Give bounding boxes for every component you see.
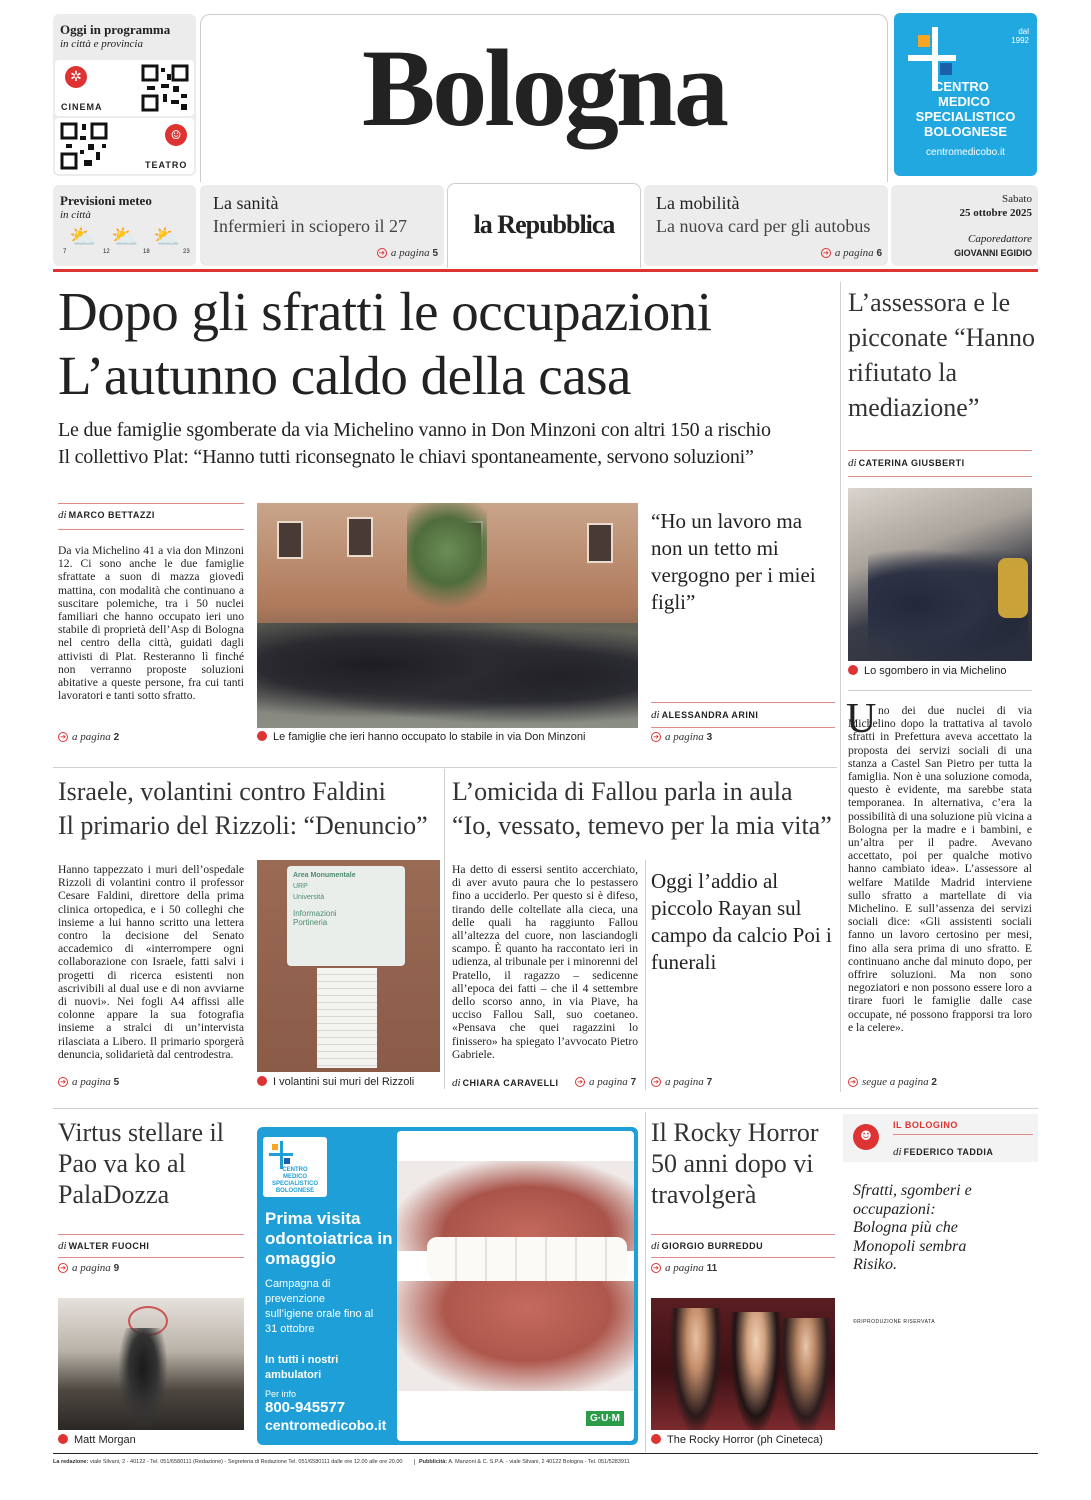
- footer: [53, 1459, 1038, 1465]
- caption-text: Le famiglie che ieri hanno occupato lo stabile in via Don Minzoni: [273, 731, 586, 743]
- ad-logo-line: BOLOGNESE: [275, 1188, 315, 1194]
- ad-line-3: SPECIALISTICO: [915, 109, 1016, 124]
- page-label: a pagina: [390, 247, 430, 259]
- header-red-rule: [53, 269, 1038, 272]
- sign-line: Informazioni: [293, 909, 337, 918]
- ad-line-4: BOLOGNESE: [923, 124, 1008, 139]
- rule: [848, 450, 1032, 451]
- quote-page-ref[interactable]: [651, 731, 712, 743]
- by-prefix: di: [58, 1240, 67, 1252]
- ad-since-label: dal: [1018, 27, 1029, 36]
- israele-headline: [58, 775, 443, 843]
- lead-headline: [58, 280, 838, 408]
- page-label: a pagina: [72, 1262, 111, 1274]
- medical-cross-logo: [269, 1141, 293, 1169]
- page-number: 7: [630, 1077, 637, 1088]
- arrow-icon: ➔: [58, 1263, 68, 1273]
- israele-body: Hanno tappezzato i muri dell’ospedale Rizzoli di volantini contro il professor Cesare Faldini, direttore della prima clinica ortopedica, e i 50 colleghi che insieme a lui hanno scritto una lettera contro la decisione del Senato accademico di «interrompere ogni collaborazione con Israele, fatti salvi i progetti di ricerca esistenti non ascrivibili al dual use e di non avviarne di nuovi». Nei fogli A4 affissi alle colonne appare la sua fotografia insieme a stralci di un’intervista rilasciata a Libero. Il primario sporgerà denuncia, solidarietà dal centrodestra.: [58, 863, 244, 1061]
- ad-since: [1011, 27, 1029, 45]
- col-divider: [645, 1112, 646, 1452]
- program-title: Oggi in programma: [60, 22, 171, 37]
- ad-text-2: In tutti i nostri ambulatori: [265, 1354, 339, 1381]
- ad-url[interactable]: centromedicobo.it: [926, 147, 1005, 158]
- bologino-box: [843, 1114, 1038, 1162]
- caption-text: Matt Morgan: [74, 1434, 136, 1446]
- sign-line: Portineria: [293, 918, 328, 927]
- assessora-caption: [848, 665, 1006, 677]
- rocky-page-ref[interactable]: [651, 1262, 717, 1274]
- rule: [58, 503, 244, 504]
- performer: [671, 1308, 721, 1430]
- sanita-title: Infermieri in sciopero il 27: [213, 216, 407, 236]
- rule: [848, 476, 1032, 477]
- rocky-caption: [651, 1434, 823, 1446]
- player: [118, 1328, 168, 1430]
- by-prefix: di: [848, 457, 857, 469]
- qr-code-icon: [60, 122, 108, 170]
- orange-vest: [998, 558, 1028, 618]
- mobilita-page-ref[interactable]: [821, 247, 882, 259]
- assessora-title: L’assessora e le picconate “Hanno rifiutato la mediazione”: [848, 288, 1035, 422]
- ad-logo-line: MEDICO: [283, 1174, 307, 1180]
- bologino-badge-icon: ☻: [853, 1124, 879, 1150]
- caption-text: I volantini sui muri del Rizzoli: [273, 1076, 415, 1088]
- flyers: [317, 968, 377, 1068]
- hour-label: 7: [63, 249, 67, 255]
- ad-phone[interactable]: 800-945577: [265, 1399, 346, 1416]
- program-subtitle: in città e provincia: [60, 38, 143, 50]
- author: WALTER FUOCHI: [68, 1241, 150, 1251]
- israele-page-ref[interactable]: [58, 1076, 119, 1088]
- rule: [651, 702, 835, 703]
- page-label: a pagina: [665, 1262, 704, 1274]
- page-number: 3: [706, 732, 713, 743]
- page-number: 2: [931, 1077, 937, 1088]
- israele-caption: [257, 1076, 414, 1088]
- page-label: a pagina: [72, 731, 111, 743]
- lead-title-2: L’autunno caldo della casa: [58, 345, 631, 406]
- fallou-title-1: L’omicida di Fallou parla in aula: [452, 777, 793, 806]
- footer-right: A. Manzoni & C. S.P.A. - viale Silvani, 2 40122 Bologna - Tel. 051/5283911: [448, 1459, 630, 1465]
- editor-role: Caporedattore: [968, 233, 1032, 245]
- by-prefix: di: [651, 709, 660, 721]
- fallou-page-ref[interactable]: [575, 1076, 636, 1088]
- israele-title-1: Israele, volantini contro Faldini: [58, 777, 386, 806]
- performer: [781, 1318, 831, 1430]
- rayan-title: Oggi l’addio al piccolo Rayan sul campo da calcio Poi i funerali: [651, 869, 832, 974]
- hour-label: 18: [143, 249, 150, 255]
- footer-left-label: La redazione:: [53, 1459, 89, 1465]
- weather-icons: [59, 225, 193, 259]
- ad-logo-card: [263, 1137, 327, 1197]
- repubblica-logo: la Repubblica: [473, 210, 615, 239]
- virtus-caption: [58, 1434, 136, 1446]
- bologino-text: Sfratti, sgomberi e occupazioni: Bologna più che Monopoli sembra Risiko.: [853, 1182, 972, 1273]
- by-prefix: di: [452, 1077, 461, 1089]
- hour-label: 12: [103, 249, 110, 255]
- author: GIORGIO BURREDDU: [661, 1241, 764, 1251]
- page-label: a pagina: [72, 1076, 111, 1088]
- camera-icon: [257, 731, 267, 741]
- ad-info: Per info: [265, 1389, 297, 1399]
- israele-photo: [257, 860, 440, 1072]
- israele-title-2: Il primario del Rizzoli: “Denuncio”: [58, 811, 428, 840]
- performer: [731, 1312, 781, 1430]
- fallou-title-2: “Io, vessato, temevo per la mia vita”: [452, 811, 832, 840]
- rocky-title: Il Rocky Horror 50 anni dopo vi travolgerà: [651, 1118, 819, 1209]
- quote-byline: [651, 709, 758, 721]
- cinema-label: CINEMA: [61, 102, 103, 112]
- top-ad[interactable]: [894, 13, 1037, 176]
- lead-body: Da via Michelino 41 a via don Minzoni 12. Ci sono anche le due famiglie sfrattate a suon di mazza giovedì mattina, con modalità che continuano a suscitare polemiche, tra i 50 nuclei familiari che hanno occupato ieri uno stabile di proprietà dell’Asp di Bologna nel centro della città, guidati dagli attivisti di Plat. Resteranno lì finché non verranno proposte soluzioni abitative a queste persone, fra cui tanti lavoratori e tanti sotto sfratto.: [58, 544, 244, 703]
- ad-line-2: MEDICO: [938, 94, 990, 109]
- arrow-icon: ➔: [377, 248, 387, 258]
- author: CHIARA CARAVELLI: [462, 1078, 559, 1088]
- sanita-kicker: La sanità: [213, 193, 279, 213]
- theater-mask-icon: ☺: [165, 124, 187, 146]
- teatro-card[interactable]: [55, 118, 194, 174]
- arrow-icon: ➔: [651, 732, 661, 742]
- lead-byline: [58, 509, 155, 521]
- date-box: [891, 185, 1038, 266]
- ad-year: 1992: [1011, 36, 1029, 45]
- rule: [651, 727, 835, 728]
- editor-name: GIOVANNI EGIDIO: [954, 248, 1032, 258]
- page-number: 11: [706, 1263, 718, 1274]
- weather-box: [53, 185, 196, 266]
- assessora-byline: [848, 457, 965, 469]
- right-col-divider: [840, 282, 841, 1092]
- rule: [893, 1134, 1033, 1135]
- weather-title: Previsioni meteo: [60, 193, 152, 208]
- ad-smile-photo: [397, 1131, 634, 1441]
- arrow-icon: ➔: [575, 1077, 585, 1087]
- rule: [58, 1257, 244, 1258]
- lead-photo: [257, 503, 638, 728]
- bologino-byline: [893, 1146, 993, 1158]
- bologino-kicker: IL BOLOGINO: [893, 1120, 958, 1130]
- col-divider: [645, 860, 646, 1090]
- window: [277, 521, 303, 559]
- camera-icon: [848, 665, 858, 675]
- page-label: a pagina: [665, 1076, 704, 1088]
- mobilita-title: La nuova card per gli autobus: [656, 216, 871, 236]
- partly-cloudy-icon: ⛅: [153, 225, 181, 250]
- page-label: a pagina: [665, 731, 704, 743]
- author: ALESSANDRA ARINI: [661, 710, 759, 720]
- virtus-page-ref[interactable]: [58, 1262, 119, 1274]
- window: [347, 517, 373, 557]
- author: MARCO BETTAZZI: [68, 510, 155, 520]
- page-number: 5: [113, 1077, 120, 1088]
- sign-line: Area Monumentale: [293, 872, 356, 879]
- sanita-teaser[interactable]: [200, 185, 444, 266]
- program-box: [53, 14, 196, 176]
- date-full: 25 ottobre 2025: [959, 207, 1032, 219]
- mobilita-teaser[interactable]: [644, 185, 888, 266]
- qr-code-icon: [141, 64, 189, 112]
- rocky-photo: [651, 1298, 835, 1430]
- section-rule: [53, 1108, 1038, 1109]
- lead-sub-2: Il collettivo Plat: “Hanno tutti riconsegnato le chiavi spontaneamente, servono soluzioni”: [58, 446, 754, 468]
- page-number: 6: [876, 248, 882, 259]
- by-prefix: di: [651, 1240, 660, 1252]
- rocky-byline: [651, 1240, 763, 1252]
- assessora-body: no dei due nuclei di via Michelino dopo la trattativa al tavolo sfratti in Prefettura aveva accettato la proposta dei servizi sociali di una stanza a Castel San Pietro per tutta la famiglia. Non è una soluzione comoda, questo è evidente, ma sarebbe stata temporanea. In alternativa, c’era la possibilità di una soluzione più vicina a Bologna per la madre e i bambini, e un’altra per il padre. Avevano accettato, poi per qualche motivo hanno cambiato idea». L’assessore al welfare Matilde Madrid interviene sullo sfratto a martellate di via Michelino. E sull’assenza dei servizi sociali dice: «Gli assistenti sociali fanno un lavoro certosino per mesi, fino alla sera prima di uno sfratto. E continuano anche dal minuto dopo, per offrire soluzioni. Ma non sono negoziatori e non possono essere loro a tirare fuori le famiglie dalle case occupate, né possono frapporsi tra loro e la celere».: [848, 704, 1032, 1034]
- ad-logo-line: CENTRO: [282, 1167, 308, 1173]
- arrow-icon: ➔: [651, 1077, 661, 1087]
- tree: [407, 503, 487, 623]
- ad-line-1: CENTRO: [934, 79, 989, 94]
- teeth: [427, 1237, 627, 1287]
- fallou-body: Ha detto di essersi sentito accerchiato, di aver avuto paura che lo pestassero fino a ucciderlo. Per questo si è difeso, tirando delle coltellate alla cieca, una delle quali ha raggiunto Fallou all’altezza del cuore, non lasciandogli scampo. È quanto ha raccontato ieri in udienza, al tribunale per i minorenni del Pratello, il ragazzo – sedicenne all’epoca dei fatti – che il 4 settembre dello scorso anno, in via Piave, ha ucciso Fallou Sall, suo coetaneo. «Pensava che quei ragazzini lo finissero» ha spiegato l’avvocato Pietro Gabriele.: [452, 863, 638, 1061]
- sanita-page-ref[interactable]: [377, 247, 438, 259]
- crowd: [257, 623, 638, 728]
- ad-logo-text: [263, 1167, 327, 1195]
- bottom-ad[interactable]: [257, 1127, 638, 1445]
- ad-logo-line: SPECIALISTICO: [271, 1181, 318, 1187]
- camera-icon: [651, 1434, 661, 1444]
- lead-caption: [257, 731, 585, 743]
- caption-text: The Rocky Horror (ph Cineteca): [667, 1434, 823, 1446]
- weather-subtitle: in città: [60, 209, 91, 221]
- author: FEDERICO TADDIA: [903, 1147, 994, 1157]
- hour-label: 23: [183, 249, 190, 255]
- date-day: Sabato: [1002, 193, 1032, 205]
- masthead-title: Bologna: [361, 27, 727, 149]
- partly-cloudy-icon: ⛅: [69, 225, 97, 250]
- virtus-title: Virtus stellare il Pao va ko al PalaDozza: [58, 1118, 224, 1209]
- by-prefix: di: [58, 509, 67, 521]
- arrow-icon: ➔: [821, 248, 831, 258]
- ad-url[interactable]: centromedicobo.it: [265, 1417, 387, 1433]
- assessora-rule: [848, 690, 1032, 691]
- fallou-byline: [452, 1077, 559, 1089]
- mobilita-kicker: La mobilità: [656, 193, 740, 213]
- lead-title-1: Dopo gli sfratti le occupazioni: [58, 281, 712, 342]
- teatro-label: TEATRO: [145, 160, 188, 170]
- page-number: 5: [432, 248, 438, 259]
- footer-rule: [53, 1453, 1038, 1454]
- arrow-icon: ➔: [58, 1077, 68, 1087]
- rule: [651, 1234, 835, 1235]
- lower-lip: [397, 1281, 634, 1391]
- page-number: 9: [113, 1263, 120, 1274]
- lead-subtitle: [58, 417, 848, 471]
- ad-logo-text: [894, 79, 1037, 139]
- sign-line: URP: [293, 883, 308, 890]
- window: [587, 523, 613, 563]
- camera-icon: [257, 1076, 267, 1086]
- page-label: a pagina: [589, 1076, 628, 1088]
- rule: [58, 529, 244, 530]
- rule: [651, 1257, 835, 1258]
- repubblica-tab: [447, 183, 641, 268]
- rayan-page-ref[interactable]: [651, 1076, 712, 1088]
- page-label: a pagina: [834, 247, 874, 259]
- sign-line: Università: [293, 894, 325, 901]
- fallou-headline: [452, 775, 842, 843]
- quote-text: “Ho un lavoro ma non un tetto mi vergogno per i miei figli”: [651, 509, 816, 614]
- page-number: 7: [706, 1077, 713, 1088]
- cinema-card[interactable]: [55, 60, 194, 116]
- arrow-icon: ➔: [848, 1077, 858, 1087]
- footer-left: viale Silvani, 2 - 40122 - Tel. 051/6580111 (Redazione) - Segreteria di Redazione Tel. 051/6580111 dalle ore 12.00 alle ore 20.00: [89, 1459, 403, 1465]
- by-prefix: di: [893, 1146, 902, 1158]
- caption-text: Lo sgombero in via Michelino: [864, 665, 1007, 677]
- assessora-dropcap: U: [846, 696, 877, 742]
- virtus-photo: [58, 1298, 244, 1430]
- ad-headline: Prima visita odontoiatrica in omaggio: [265, 1209, 393, 1268]
- page-number: 2: [113, 732, 120, 743]
- rule: [58, 1234, 244, 1235]
- virtus-byline: [58, 1240, 149, 1252]
- sign-board: [287, 866, 405, 966]
- arrow-icon: ➔: [651, 1263, 661, 1273]
- partly-cloudy-icon: ⛅: [111, 225, 139, 250]
- section-rule: [53, 767, 837, 768]
- col-divider: [444, 769, 445, 1089]
- lead-page-ref[interactable]: [58, 731, 119, 743]
- author: CATERINA GIUSBERTI: [858, 458, 965, 468]
- lead-sub-1: Le due famiglie sgomberate da via Michelino vanno in Don Minzoni con altri 150 a rischio: [58, 419, 771, 441]
- page-label: segue a pagina: [862, 1076, 929, 1088]
- arrow-icon: ➔: [58, 732, 68, 742]
- assessora-page-ref[interactable]: [848, 1076, 937, 1088]
- assessora-photo: [848, 488, 1032, 661]
- gum-logo: G·U·M: [586, 1411, 624, 1426]
- bologino-rights: ©RIPRODUZIONE RISERVATA: [853, 1319, 936, 1325]
- camera-icon: [58, 1434, 68, 1444]
- footer-right-label: Pubblicità:: [419, 1459, 448, 1465]
- ad-text: Campagna di prevenzione sull’igiene orale fino al 31 ottobre: [265, 1278, 374, 1335]
- film-reel-icon: ✲: [65, 66, 87, 88]
